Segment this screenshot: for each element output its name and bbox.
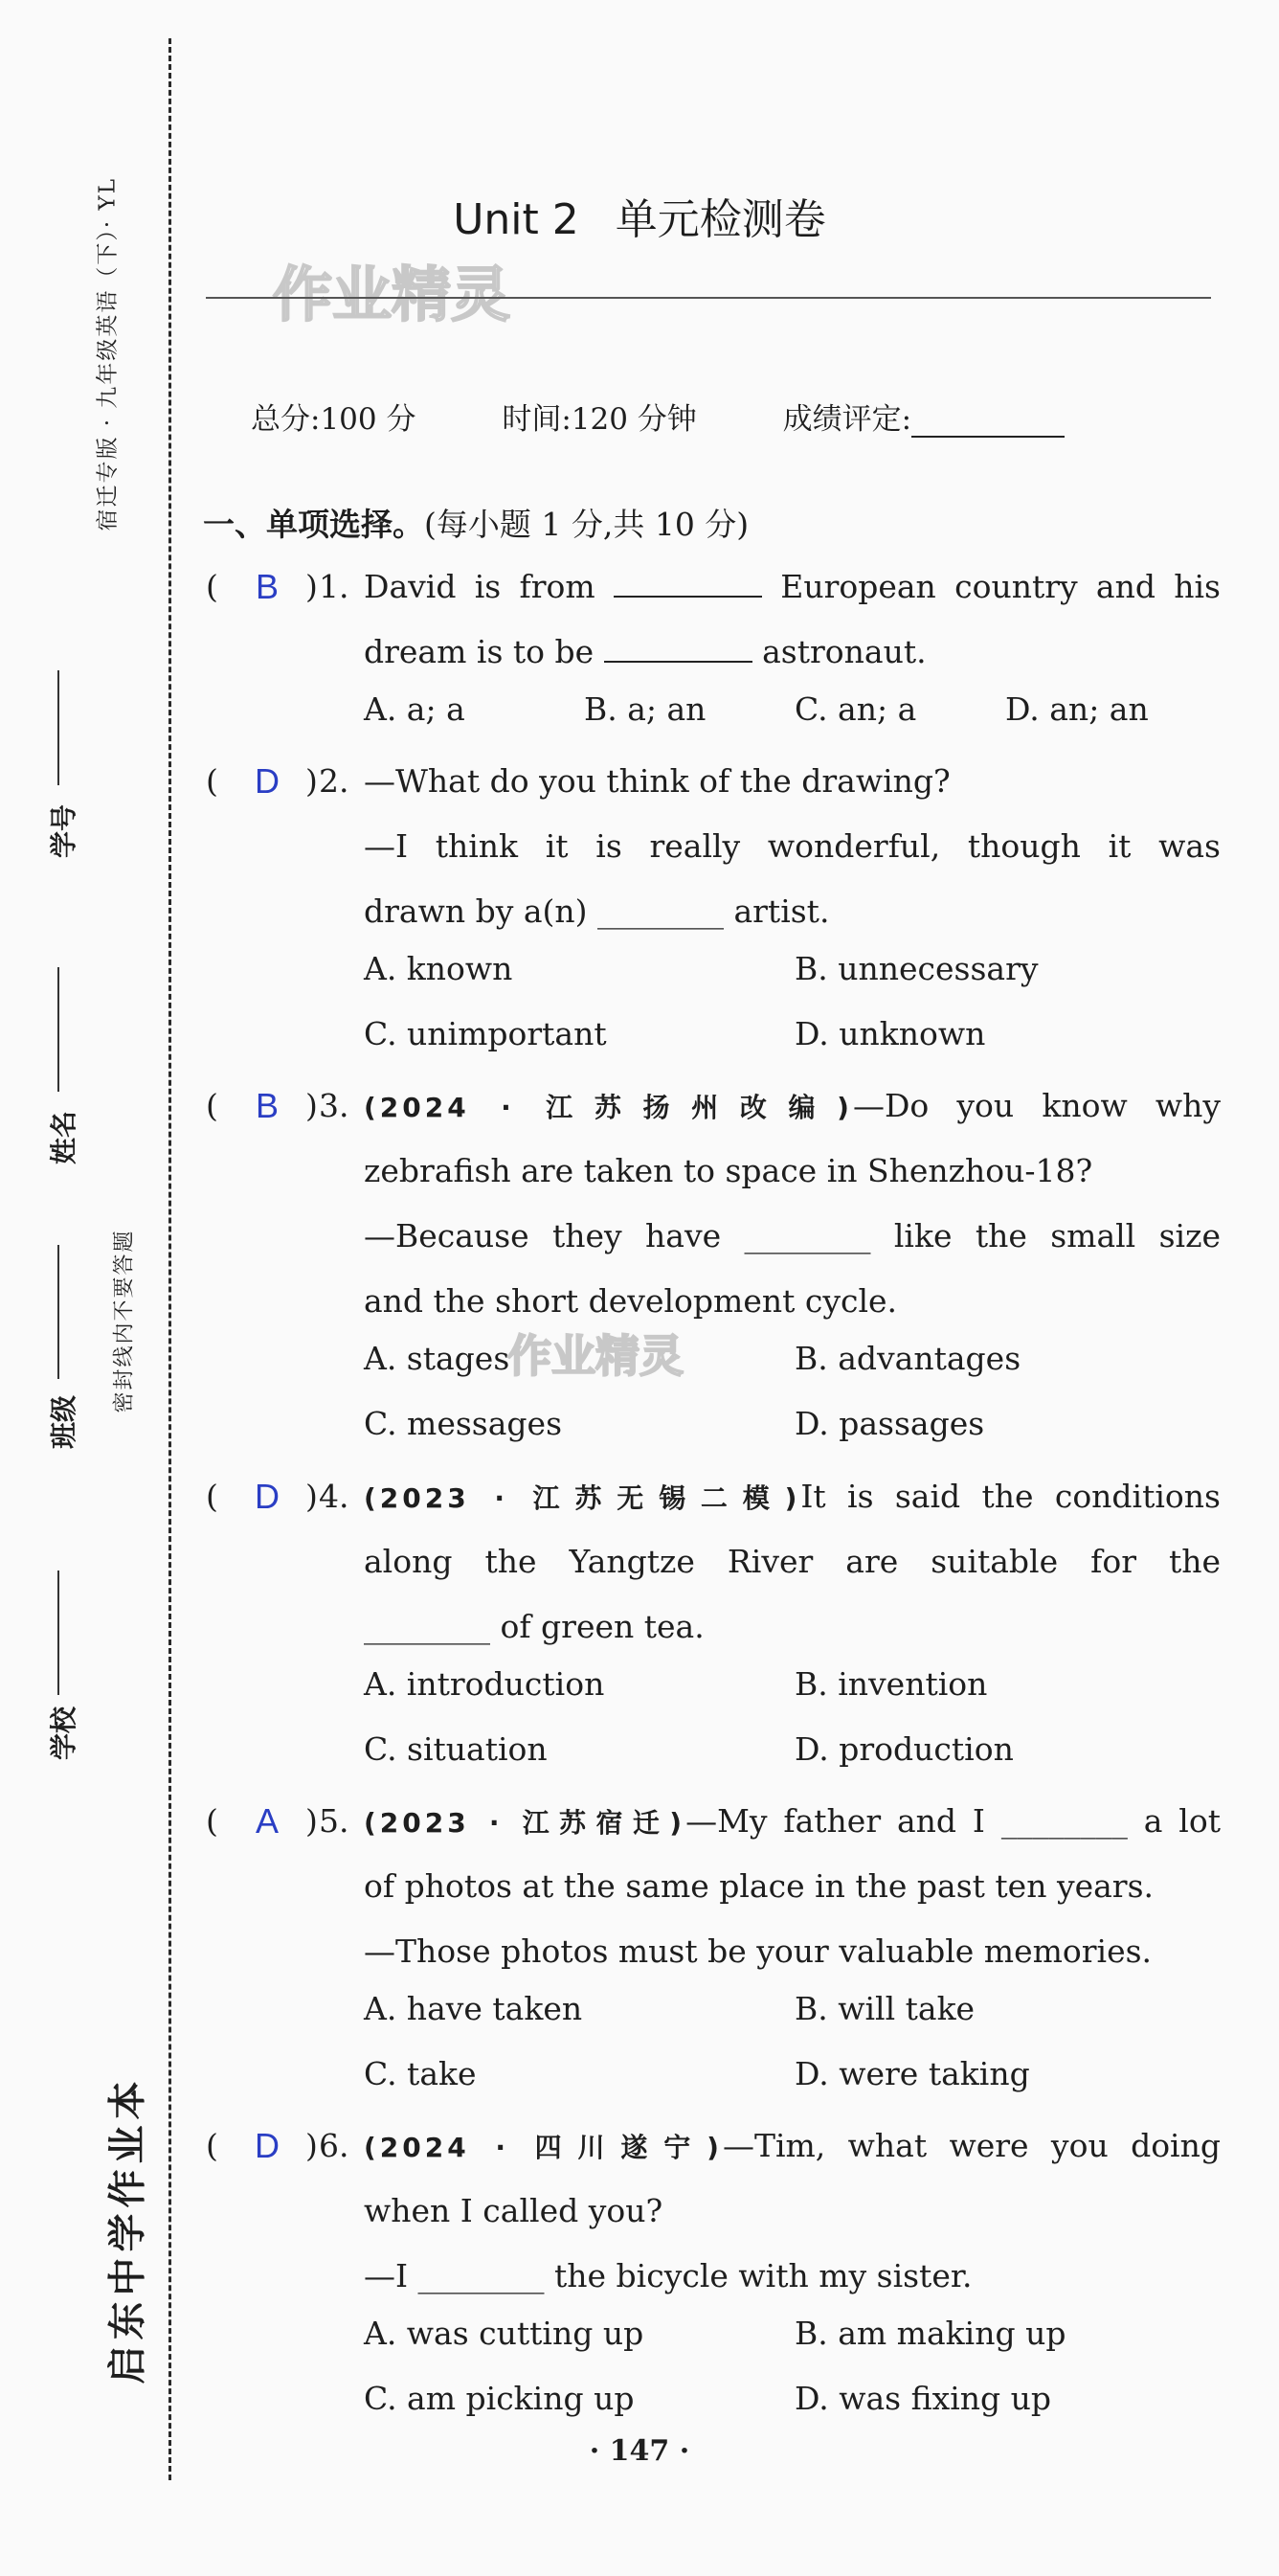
option-a[interactable]: A. a; a — [364, 690, 465, 728]
question-text: dream is to be astronaut. — [364, 633, 927, 670]
option-b[interactable]: B. advantages — [795, 1340, 1021, 1377]
answer-letter: D — [255, 761, 280, 801]
option-b[interactable]: B. am making up — [795, 2315, 1066, 2352]
option-c[interactable]: C. unimportant — [364, 1015, 607, 1052]
answer-letter: B — [255, 567, 279, 606]
option-c[interactable]: C. an; a — [795, 690, 917, 728]
seal-note: 密封线内不要答题 — [112, 1229, 137, 1413]
option-b[interactable]: B. a; an — [584, 690, 707, 728]
watermark: 作业精灵 — [507, 1330, 684, 1382]
section-title: 一、单项选择。(每小题 1 分,共 10 分) — [203, 506, 750, 543]
question-text: (2024 · 四川遂宁)—Tim, what were you doing — [364, 2127, 1221, 2164]
answer-letter: D — [255, 2126, 280, 2165]
option-d[interactable]: D. production — [795, 1730, 1014, 1768]
number-fill-line — [57, 670, 59, 785]
answer-bracket: ( A ) 5. — [206, 1795, 364, 1848]
option-b[interactable]: B. unnecessary — [795, 950, 1039, 987]
answer-bracket: ( B ) 3. — [206, 1079, 364, 1133]
grade-blank[interactable] — [911, 407, 1065, 438]
answer-blank[interactable] — [604, 636, 752, 663]
question-text: drawn by a(n) ________ artist. — [364, 893, 830, 930]
option-b[interactable]: B. invention — [795, 1665, 988, 1703]
question-text: (2023 · 江苏宿迁)—My father and I ________ a lot — [364, 1802, 1221, 1840]
option-c[interactable]: C. am picking up — [364, 2380, 635, 2417]
question-source: (2023 · 江苏无锡二模) — [364, 1482, 801, 1514]
scoring-line — [251, 395, 1141, 438]
question-text: —Because they have ________ like the small size — [364, 1217, 1221, 1254]
option-a[interactable]: A. stages — [364, 1340, 510, 1377]
question-text: and the short development cycle. — [364, 1282, 898, 1320]
label-school: 学校 — [48, 1706, 79, 1761]
option-d[interactable]: D. an; an — [1005, 690, 1149, 728]
option-a[interactable]: A. known — [364, 950, 513, 987]
seal-dashed-line — [168, 38, 171, 2480]
watermark: 作业精灵 — [273, 260, 511, 329]
test-title: 单元检测卷 — [615, 195, 826, 244]
option-c[interactable]: C. situation — [364, 1730, 548, 1768]
answer-letter: B — [255, 1086, 279, 1125]
page-title — [0, 185, 1279, 246]
answer-letter: A — [255, 1801, 279, 1841]
option-a[interactable]: A. have taken — [364, 1990, 583, 2027]
title-rule — [206, 297, 1211, 299]
question-text: —What do you think of the drawing? — [364, 762, 951, 800]
option-d[interactable]: D. passages — [795, 1405, 985, 1442]
option-d[interactable]: D. was fixing up — [795, 2380, 1052, 2417]
question-text: ________ of green tea. — [364, 1608, 705, 1645]
option-a[interactable]: A. was cutting up — [364, 2315, 644, 2352]
name-fill-line — [57, 967, 59, 1092]
question-text: David is from European country and his — [364, 568, 1221, 605]
answer-bracket: ( D ) 4. — [206, 1470, 364, 1524]
question-text: (2023 · 江苏无锡二模)It is said the conditions — [364, 1478, 1221, 1515]
answer-bracket: ( D ) 2. — [206, 755, 364, 808]
question-text: (2024 · 江苏扬州改编)—Do you know why — [364, 1087, 1221, 1124]
total-score: 总分:100 分 — [251, 402, 416, 437]
question-text: when I called you? — [364, 2192, 663, 2229]
answer-bracket: ( B ) 1. — [206, 560, 364, 614]
option-c[interactable]: C. take — [364, 2055, 477, 2092]
answer-letter: D — [255, 1477, 280, 1516]
page-number: · 147 · — [589, 2434, 690, 2468]
answer-blank[interactable] — [614, 571, 762, 598]
school-fill-line — [57, 1570, 59, 1695]
answer-bracket: ( D ) 6. — [206, 2119, 364, 2173]
option-b[interactable]: B. will take — [795, 1990, 976, 2027]
question-text: of photos at the same place in the past ten years. — [364, 1867, 1154, 1905]
publisher-name: 启东中学作业本 — [104, 2075, 150, 2384]
option-c[interactable]: C. messages — [364, 1405, 563, 1442]
question-text: along the Yangtze River are suitable for the — [364, 1543, 1221, 1580]
question-source: (2024 · 四川遂宁) — [364, 2132, 723, 2163]
label-class: 班级 — [48, 1395, 79, 1450]
question-text: —I ________ the bicycle with my sister. — [364, 2257, 973, 2294]
book-title: 宿迁专版 · 九年级英语（下）· YL — [95, 176, 121, 531]
unit-label: Unit 2 — [453, 195, 579, 244]
question-source: (2023 · 江苏宿迁) — [364, 1807, 686, 1839]
option-a[interactable]: A. introduction — [364, 1665, 605, 1703]
label-name: 姓名 — [48, 1111, 79, 1165]
time-limit: 时间:120 分钟 — [502, 402, 697, 437]
question-text: —I think it is really wonderful, though it was — [364, 827, 1221, 865]
question-text: —Those photos must be your valuable memories. — [364, 1932, 1153, 1970]
class-fill-line — [57, 1245, 59, 1379]
question-source: (2024 · 江苏扬州改编) — [364, 1092, 853, 1123]
option-d[interactable]: D. were taking — [795, 2055, 1030, 2092]
option-d[interactable]: D. unknown — [795, 1015, 986, 1052]
grade-label: 成绩评定: — [783, 402, 1141, 437]
question-text: zebrafish are taken to space in Shenzhou-18? — [364, 1152, 1093, 1189]
label-number: 学号 — [48, 804, 79, 859]
